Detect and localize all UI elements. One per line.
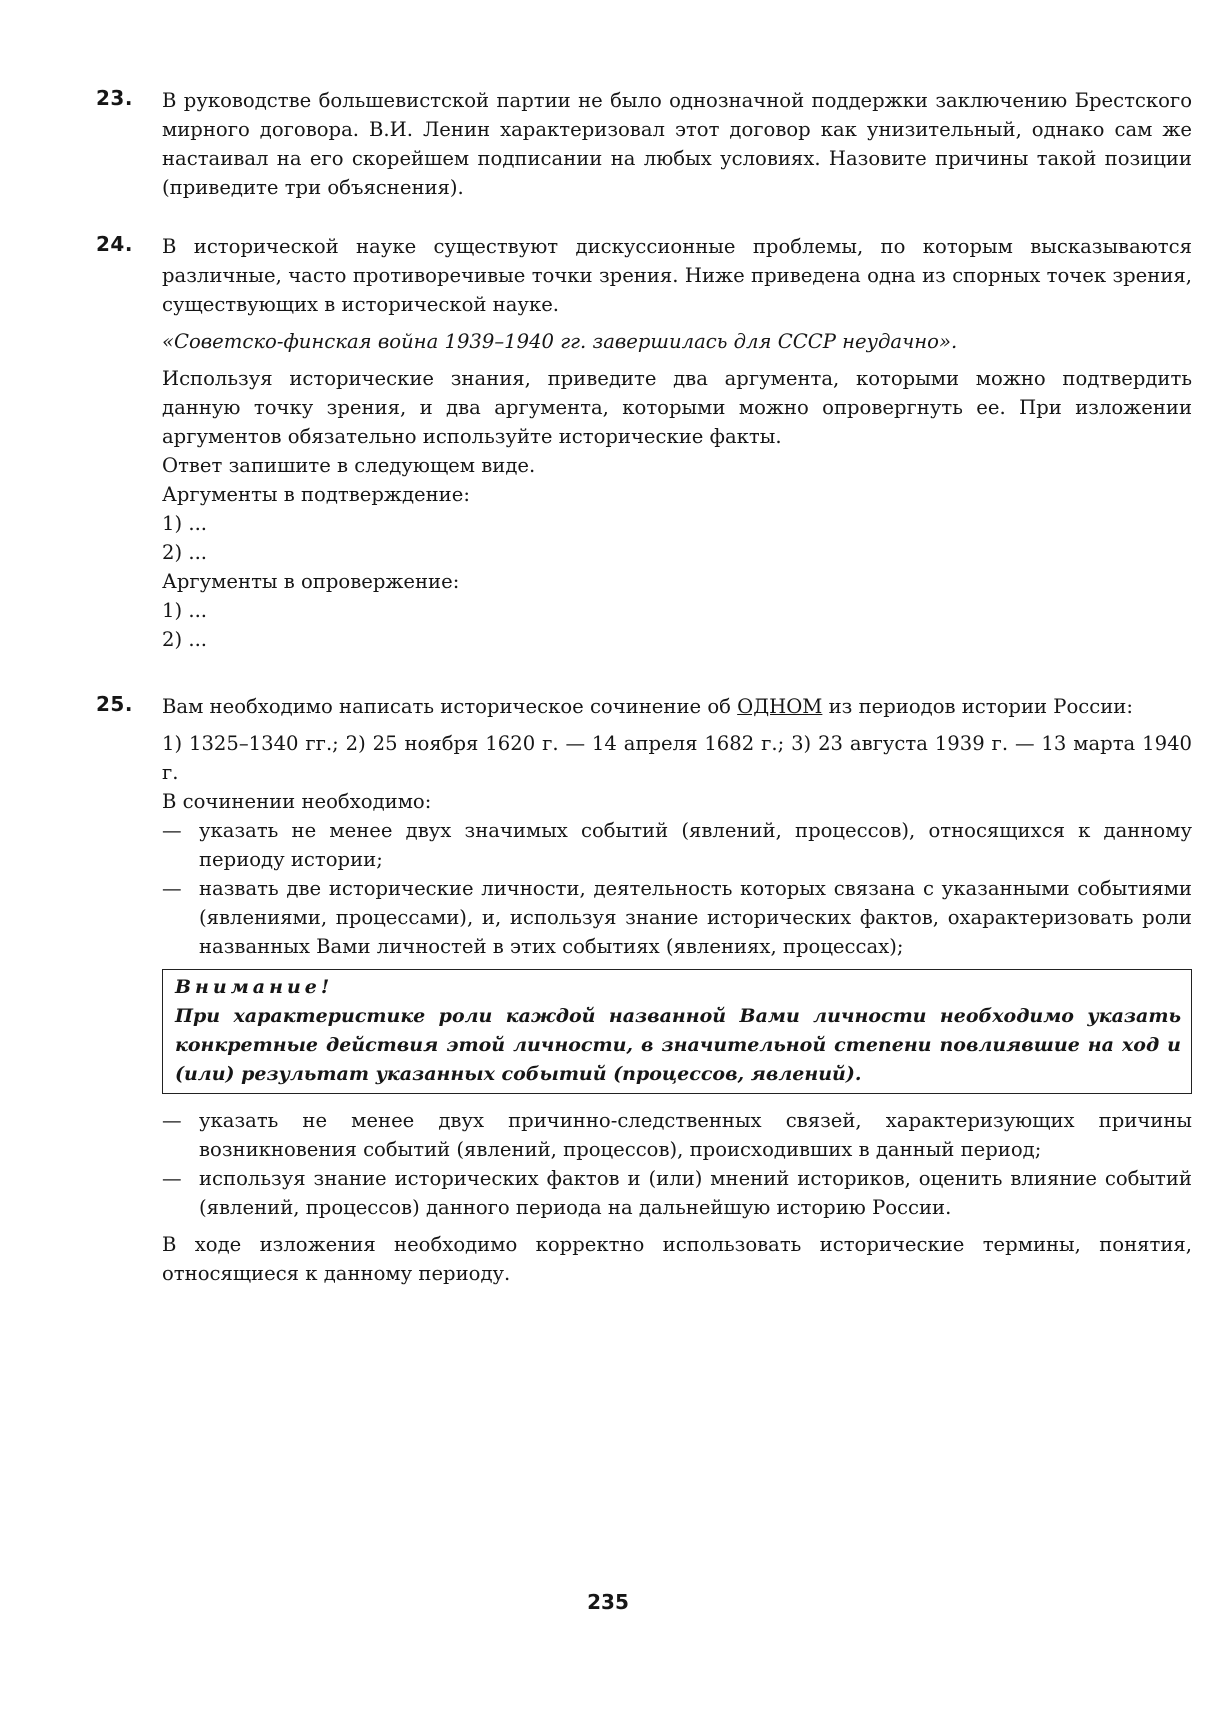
requirement-text: указать не менее двух значимых событий (явлений, процессов), относящихся к данному периоду истории;: [199, 819, 1192, 871]
question-number: 23.: [96, 86, 133, 110]
intro-text: Вам необходимо написать историческое сочинение об: [162, 695, 738, 718]
history-periods: 1) 1325–1340 гг.; 2) 25 ноября 1620 г. — 14 апреля 1682 г.; 3) 23 августа 1939 г. — 13 марта 1940 г.: [162, 732, 1192, 784]
requirement-item: [162, 874, 1192, 961]
attention-box: [162, 969, 1192, 1094]
requirement-item: [162, 816, 1192, 874]
requirements-label: В сочинении необходимо:: [162, 790, 432, 813]
attention-title: Внимание!: [175, 976, 334, 998]
question-number: 25.: [96, 692, 133, 716]
confirm-arguments-label: Аргументы в подтверждение:: [162, 483, 470, 506]
question-intro: В исторической науке существуют дискуссионные проблемы, по которым высказываются различные, часто противоречивые точки зрения. Ниже приведена одна из спорных точек зрения, существующих в исторической науке.: [162, 235, 1192, 316]
attention-text: При характеристике роли каждой названной Вами личности необходимо указать конкретные действия этой личности, в значительной степени повлиявшие на ход и (или) результат указанных событий (процессов, явлений).: [175, 1005, 1181, 1085]
question-number: 24.: [96, 232, 133, 256]
requirement-item: [162, 1106, 1192, 1164]
confirm-argument-2: 2) ...: [162, 541, 208, 564]
question-task: Используя исторические знания, приведите два аргумента, которыми можно подтвердить данную точку зрения, и два аргумента, которыми можно опровергнуть ее. При изложении аргументов обязательно используйте исторические факты.: [162, 367, 1192, 448]
refute-argument-2: 2) ...: [162, 628, 208, 651]
refute-argument-1: 1) ...: [162, 599, 208, 622]
confirm-argument-1: 1) ...: [162, 512, 208, 535]
requirement-text: используя знание исторических фактов и (или) мнений историков, оценить влияние событий (явлений, процессов) данного периода на дальнейшую историю России.: [199, 1167, 1192, 1219]
dash-bullet: —: [162, 1167, 182, 1190]
requirement-item: [162, 1164, 1192, 1222]
closing-note: В ходе изложения необходимо корректно использовать исторические термины, понятия, относящиеся к данному периоду.: [162, 1233, 1192, 1285]
intro-emphasis: ОДНОМ: [737, 695, 823, 718]
question-body: [162, 86, 1192, 202]
refute-arguments-label: Аргументы в опровержение:: [162, 570, 460, 593]
intro-text-end: из периодов истории России:: [822, 695, 1133, 718]
disputed-statement: «Советско-финская война 1939–1940 гг. завершилась для СССР неудачно».: [162, 330, 958, 353]
requirement-text: назвать две исторические личности, деятельность которых связана с указанными событиями (явлениями, процессами), и, используя знание исторических фактов, охарактеризовать роли названных Вами личностей в этих событиях (явлениях, процессах);: [199, 877, 1192, 958]
question-text: В руководстве большевистской партии не было однозначной поддержки заключению Брестского мирного договора. В.И. Ленин характеризовал этот договор как унизительный, однако сам же настаивал на его скорейшем подписании на любых условиях. Назовите причины такой позиции (приведите три объяснения).: [162, 89, 1192, 199]
requirement-text: указать не менее двух причинно-следственных связей, характеризующих причины возникновения событий (явлений, процессов), происходивших в данный период;: [199, 1109, 1192, 1161]
answer-format-note: Ответ запишите в следующем виде.: [162, 454, 536, 477]
dash-bullet: —: [162, 877, 182, 900]
question-body: [162, 692, 1192, 1288]
page-number: 235: [587, 1590, 629, 1614]
dash-bullet: —: [162, 819, 182, 842]
question-intro: [162, 692, 1192, 721]
question-body: [162, 232, 1192, 654]
dash-bullet: —: [162, 1109, 182, 1132]
